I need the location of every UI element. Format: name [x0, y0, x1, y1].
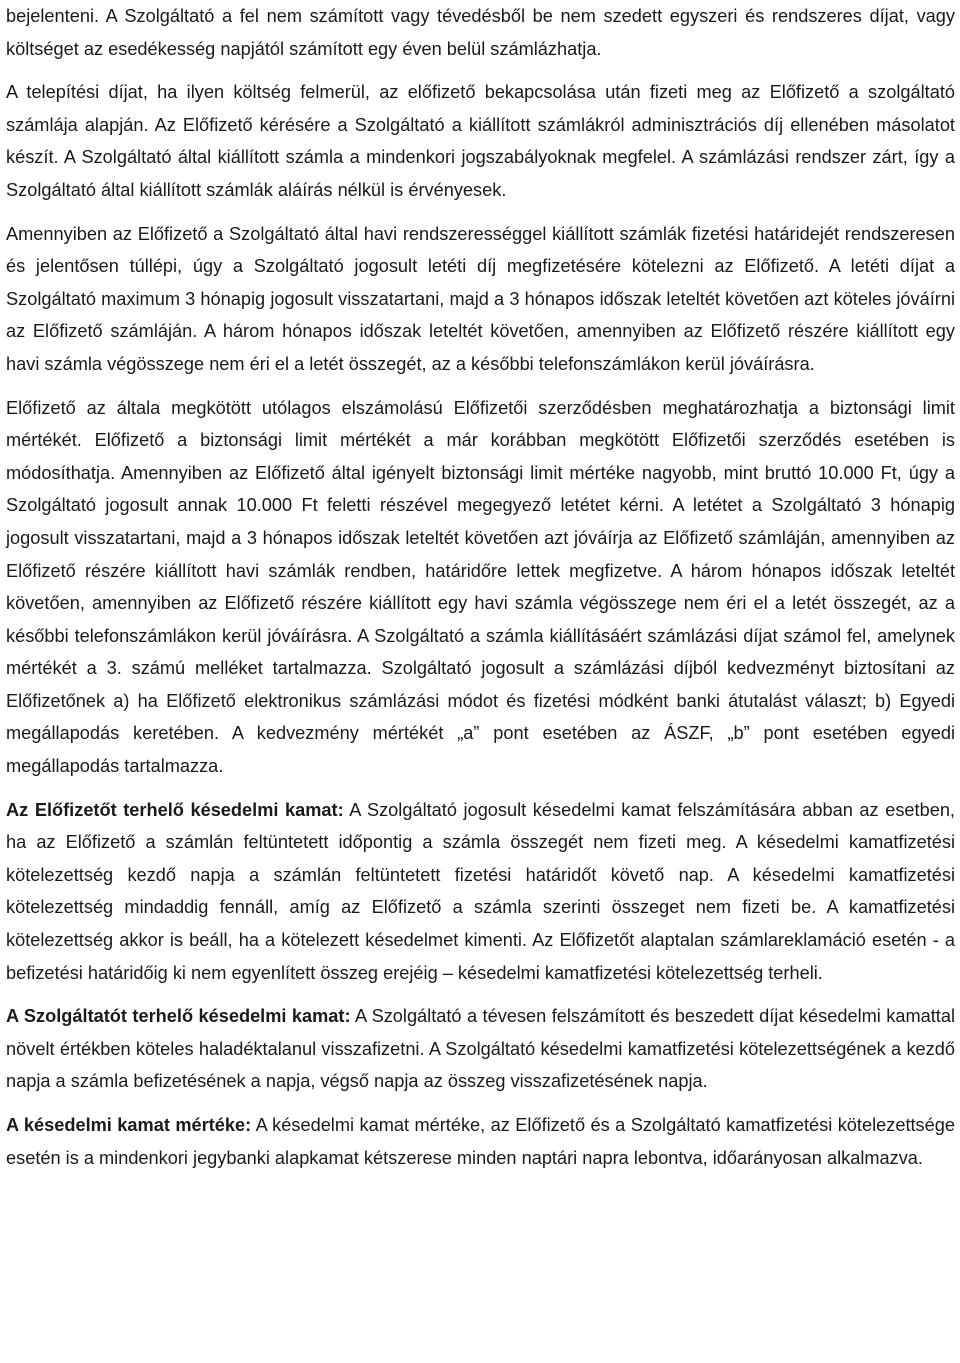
paragraph-billing-corrections	[6, 0, 955, 65]
paragraph-security-limit	[6, 392, 955, 783]
section-heading: A Szolgáltatót terhelő késedelmi kamat:	[6, 1006, 351, 1027]
paragraph-text: Előfizető az általa megkötött utólagos elszámolású Előfizetői szerződésben meghatározhatja a biztonsági limit mértékét. Előfizető a biztonsági limit mértékét a már korábban megkötött Előfizetői szerződés esetében is módosíthatja. Amennyiben az Előfizető által igényelt biztonsági limit mértéke nagyobb, mint bruttó 10.000 Ft, úgy a Szolgáltató jogosult annak 10.000 Ft feletti részével megegyező letétet kérni. A letétet a Szolgáltató 3 hónapig jogosult visszatartani, majd a 3 hónapos időszak leteltét követően azt jóváírja az Előfizető számláján, amennyiben az Előfizető részére kiállított havi számlák rendben, határidőre lettek megfizetve. A három hónapos időszak leteltét követően, amennyiben az Előfizető részére kiállított egy havi számla végösszege nem éri el a letét összegét, az a későbbi telefonszámlákon kerül jóváírásra. A Szolgáltató a számla kiállításáért számlázási díjat számol fel, amelynek mértékét a 3. számú melléket tartalmazza. Szolgáltató jogosult a számlázási díjból kedvezményt biztosítani az Előfizetőnek a) ha Előfizető elektronikus számlázási módot és fizetési módként banki átutalást választ; b) Egyedi megállapodás keretében. A kedvezmény mértékét „a” pont esetében az ÁSZF, „b” pont esetében egyedi megállapodás tartalmazza.	[6, 397, 955, 777]
paragraph-subscriber-late-interest	[6, 794, 955, 990]
paragraph-interest-rate	[6, 1109, 955, 1174]
paragraph-installation-fee	[6, 76, 955, 206]
paragraph-deposit-fee	[6, 218, 955, 381]
section-heading: Az Előfizetőt terhelő késedelmi kamat:	[6, 799, 344, 820]
document-page	[6, 0, 955, 1174]
paragraph-text: bejelenteni. A Szolgáltató a fel nem számított vagy tévedésből be nem szedett egyszeri és rendszeres díjat, vagy költséget az esedékesség napjától számított egy éven belül számlázhatja.	[6, 6, 955, 59]
paragraph-text: A telepítési díjat, ha ilyen költség felmerül, az előfizető bekapcsolása után fizeti meg az Előfizető a szolgáltató számlája alapján. Az Előfizető kérésére a Szolgáltató a kiállított számlákról adminisztrációs díj ellenében másolatot készít. A Szolgáltató által kiállított számla a mindenkori jogszabályoknak megfelel. A számlázási rendszer zárt, így a Szolgáltató által kiállított számlák aláírás nélkül is érvényesek.	[6, 82, 955, 200]
paragraph-text: A késedelmi kamat mértéke, az Előfizető és a Szolgáltató kamatfizetési kötelezettsége esetén is a mindenkori jegybanki alapkamat kétszerese minden naptári napra lebontva, időarányosan alkalmazva.	[6, 1115, 956, 1168]
paragraph-text: Amennyiben az Előfizető a Szolgáltató által havi rendszerességgel kiállított számlák fizetési határidejét rendszeresen és jelentősen túllépi, úgy a Szolgáltató jogosult letéti díj megfizetésére kötelezni az Előfizető. A letéti díjat a Szolgáltató maximum 3 hónapig jogosult visszatartani, majd a 3 hónapos időszak leteltét követően azt köteles jóváírni az Előfizető számláján. A három hónapos időszak leteltét követően, amennyiben az Előfizető részére kiállított egy havi számla végösszege nem éri el a letét összegét, az a későbbi telefonszámlákon kerül jóváírásra.	[6, 223, 955, 374]
section-heading: A késedelmi kamat mértéke:	[6, 1115, 252, 1135]
paragraph-text: A Szolgáltató a tévesen felszámított és beszedett díjat késedelmi kamattal növelt értékben köteles haladéktalanul visszafizetni. A Szolgáltató késedelmi kamatfizetési kötelezettségének a kezdő napja a számla befizetésének a napja, végső napja az összeg visszafizetésének napja.	[6, 1006, 956, 1092]
paragraph-text: A Szolgáltató jogosult késedelmi kamat felszámítására abban az esetben, ha az Előfizető a számlán feltüntetett időpontig a számla összegét nem fizeti meg. A késedelmi kamatfizetési kötelezettség kezdő napja a számlán feltüntetett fizetési határidőt követő nap. A késedelmi kamatfizetési kötelezettség mindaddig fennáll, amíg az Előfizető a számla szerinti összeget nem fizeti be. A kamatfizetési kötelezettség akkor is beáll, ha a kötelezett késedelmet kimenti. Az Előfizetőt alaptalan számlareklamáció esetén - a befizetési határidőig ki nem egyenlített összeg erejéig – késedelmi kamatfizetési kötelezettség terheli.	[6, 799, 955, 983]
paragraph-provider-late-interest	[6, 1000, 955, 1098]
